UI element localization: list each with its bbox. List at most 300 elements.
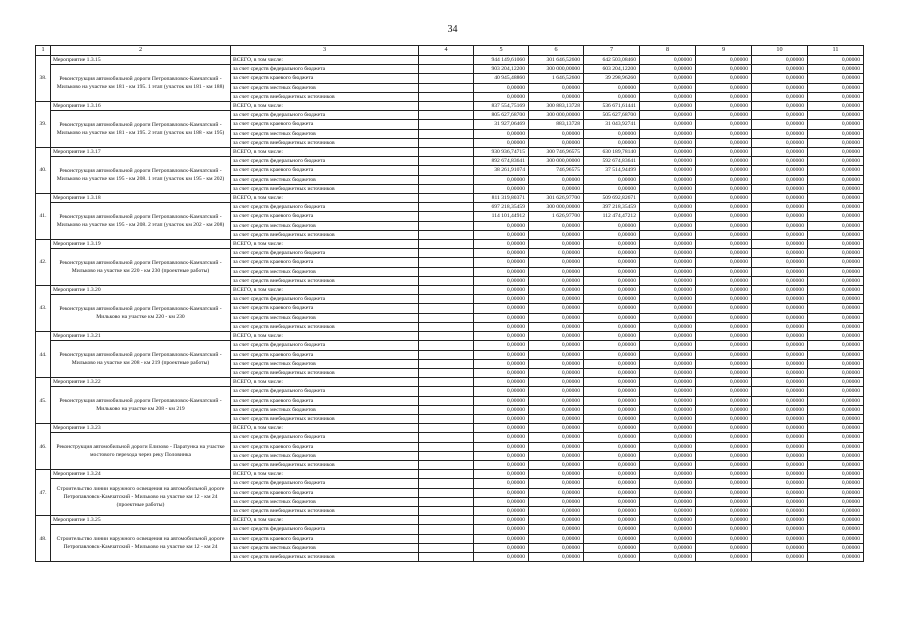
amount-cell: 0,00000 <box>584 368 640 377</box>
amount-cell: 592 674,83641 <box>584 157 640 166</box>
amount-cell: 0,00000 <box>808 368 864 377</box>
amount-cell: 811 319,80371 <box>474 194 529 203</box>
funding-source: за счет средств краевого бюджета <box>231 350 419 359</box>
amount-cell: 0,00000 <box>474 313 529 322</box>
funding-source: ВСЕГО, в том числе: <box>231 194 419 203</box>
amount-cell: 0,00000 <box>808 525 864 534</box>
amount-cell: 0,00000 <box>696 387 752 396</box>
amount-cell: 0,00000 <box>529 350 584 359</box>
amount-cell: 0,00000 <box>584 350 640 359</box>
amount-cell: 0,00000 <box>640 368 696 377</box>
amount-cell: 0,00000 <box>808 543 864 552</box>
amount-cell: 0,00000 <box>640 286 696 295</box>
amount-cell: 0,00000 <box>752 166 808 175</box>
amount-cell: 0,00000 <box>640 378 696 387</box>
empty-cell <box>419 332 474 341</box>
amount-cell: 0,00000 <box>474 368 529 377</box>
empty-cell <box>419 525 474 534</box>
amount-cell: 397 218,35459 <box>584 203 640 212</box>
table-row <box>36 525 864 534</box>
amount-cell: 0,00000 <box>696 56 752 65</box>
table-row <box>36 387 864 396</box>
amount-cell: 0,00000 <box>584 516 640 525</box>
amount-cell: 0,00000 <box>474 184 529 193</box>
amount-cell: 0,00000 <box>808 230 864 239</box>
measure-name: Мероприятие 1.3.19 <box>51 240 231 249</box>
amount-cell: 0,00000 <box>696 396 752 405</box>
amount-cell: 0,00000 <box>584 276 640 285</box>
amount-cell: 0,00000 <box>808 138 864 147</box>
amount-cell: 0,00000 <box>640 405 696 414</box>
amount-cell: 0,00000 <box>808 378 864 387</box>
empty-cell <box>419 405 474 414</box>
amount-cell: 39 298,96260 <box>584 74 640 83</box>
amount-cell: 0,00000 <box>808 405 864 414</box>
amount-cell: 0,00000 <box>696 313 752 322</box>
amount-cell: 0,00000 <box>696 479 752 488</box>
empty-cell <box>419 267 474 276</box>
measure-name: Мероприятие 1.3.16 <box>51 102 231 111</box>
funding-source: за счет средств федерального бюджета <box>231 157 419 166</box>
amount-cell: 0,00000 <box>529 341 584 350</box>
amount-cell: 0,00000 <box>584 83 640 92</box>
amount-cell: 0,00000 <box>752 92 808 101</box>
empty-cell <box>419 552 474 561</box>
amount-cell: 0,00000 <box>696 295 752 304</box>
amount-cell: 0,00000 <box>696 249 752 258</box>
amount-cell: 0,00000 <box>696 102 752 111</box>
amount-cell: 0,00000 <box>696 525 752 534</box>
header-cell: 5 <box>474 46 529 56</box>
amount-cell: 0,00000 <box>584 506 640 515</box>
amount-cell: 0,00000 <box>752 359 808 368</box>
amount-cell: 0,00000 <box>752 451 808 460</box>
amount-cell: 0,00000 <box>529 304 584 313</box>
amount-cell: 0,00000 <box>529 138 584 147</box>
table-row <box>36 148 864 157</box>
amount-cell: 0,00000 <box>640 470 696 479</box>
funding-source: за счет средств внебюджетных источников <box>231 506 419 515</box>
amount-cell: 0,00000 <box>474 332 529 341</box>
amount-cell: 697 218,35459 <box>474 203 529 212</box>
amount-cell: 0,00000 <box>808 470 864 479</box>
amount-cell: 0,00000 <box>696 451 752 460</box>
amount-cell: 0,00000 <box>696 276 752 285</box>
empty-cell <box>419 129 474 138</box>
amount-cell: 0,00000 <box>474 322 529 331</box>
amount-cell: 0,00000 <box>529 442 584 451</box>
funding-source: за счет средств федерального бюджета <box>231 249 419 258</box>
funding-source: за счет средств федерального бюджета <box>231 111 419 120</box>
amount-cell: 0,00000 <box>474 552 529 561</box>
funding-source: за счет средств федерального бюджета <box>231 387 419 396</box>
amount-cell: 0,00000 <box>808 129 864 138</box>
empty-cell <box>419 451 474 460</box>
amount-cell: 0,00000 <box>640 92 696 101</box>
amount-cell: 0,00000 <box>808 359 864 368</box>
empty-cell <box>419 543 474 552</box>
amount-cell: 0,00000 <box>474 378 529 387</box>
funding-source: за счет средств внебюджетных источников <box>231 230 419 239</box>
empty-cell <box>419 148 474 157</box>
header-cell: 9 <box>696 46 752 56</box>
amount-cell: 301 646,52600 <box>529 56 584 65</box>
measure-description: Реконструкция автомобильной дороги Петропавловск-Камчатский - Мильково на участке км 208 - км 219 <box>51 387 231 424</box>
amount-cell: 0,00000 <box>529 368 584 377</box>
amount-cell: 0,00000 <box>808 92 864 101</box>
amount-cell: 0,00000 <box>808 387 864 396</box>
amount-cell: 0,00000 <box>808 184 864 193</box>
table-row <box>36 102 864 111</box>
amount-cell: 0,00000 <box>808 332 864 341</box>
amount-cell: 0,00000 <box>640 479 696 488</box>
amount-cell: 0,00000 <box>640 276 696 285</box>
funding-source: за счет средств внебюджетных источников <box>231 92 419 101</box>
amount-cell: 0,00000 <box>696 194 752 203</box>
funding-source: ВСЕГО, в том числе: <box>231 424 419 433</box>
amount-cell: 883,13728 <box>529 120 584 129</box>
amount-cell: 0,00000 <box>529 359 584 368</box>
amount-cell: 0,00000 <box>474 129 529 138</box>
amount-cell: 300 000,00000 <box>529 111 584 120</box>
amount-cell: 0,00000 <box>640 175 696 184</box>
measure-name: Мероприятие 1.3.17 <box>51 148 231 157</box>
amount-cell: 1 646,52600 <box>529 74 584 83</box>
amount-cell: 0,00000 <box>752 497 808 506</box>
empty-cell <box>419 368 474 377</box>
amount-cell: 0,00000 <box>529 258 584 267</box>
amount-cell: 0,00000 <box>752 129 808 138</box>
amount-cell: 0,00000 <box>808 304 864 313</box>
funding-source: за счет средств местных бюджетов <box>231 451 419 460</box>
amount-cell: 0,00000 <box>808 203 864 212</box>
funding-source: за счет средств федерального бюджета <box>231 65 419 74</box>
row-index: 48. <box>36 516 51 562</box>
empty-cell <box>419 258 474 267</box>
funding-source: за счет средств федерального бюджета <box>231 479 419 488</box>
amount-cell: 0,00000 <box>696 74 752 83</box>
table-row <box>36 424 864 433</box>
row-index: 44. <box>36 332 51 378</box>
amount-cell: 0,00000 <box>808 83 864 92</box>
funding-source: ВСЕГО, в том числе: <box>231 102 419 111</box>
empty-cell <box>419 83 474 92</box>
amount-cell: 0,00000 <box>696 543 752 552</box>
funding-source: за счет средств краевого бюджета <box>231 488 419 497</box>
amount-cell: 0,00000 <box>584 479 640 488</box>
table-row <box>36 479 864 488</box>
amount-cell: 0,00000 <box>584 138 640 147</box>
empty-cell <box>419 460 474 469</box>
amount-cell: 0,00000 <box>640 433 696 442</box>
amount-cell: 0,00000 <box>640 396 696 405</box>
amount-cell: 0,00000 <box>640 212 696 221</box>
amount-cell: 0,00000 <box>640 102 696 111</box>
empty-cell <box>419 304 474 313</box>
amount-cell: 0,00000 <box>696 516 752 525</box>
row-index: 40. <box>36 148 51 194</box>
amount-cell: 603 204,12200 <box>584 65 640 74</box>
amount-cell: 0,00000 <box>696 332 752 341</box>
table-row <box>36 516 864 525</box>
measure-name: Мероприятие 1.3.18 <box>51 194 231 203</box>
amount-cell: 0,00000 <box>529 267 584 276</box>
amount-cell: 0,00000 <box>474 240 529 249</box>
amount-cell: 0,00000 <box>696 65 752 74</box>
amount-cell: 0,00000 <box>696 534 752 543</box>
amount-cell: 0,00000 <box>752 488 808 497</box>
amount-cell: 0,00000 <box>808 120 864 129</box>
funding-source: за счет средств федерального бюджета <box>231 341 419 350</box>
funding-source: за счет средств местных бюджетов <box>231 267 419 276</box>
amount-cell: 0,00000 <box>808 166 864 175</box>
amount-cell: 300 746,96575 <box>529 148 584 157</box>
amount-cell: 0,00000 <box>808 488 864 497</box>
amount-cell: 0,00000 <box>752 102 808 111</box>
amount-cell: 0,00000 <box>529 175 584 184</box>
empty-cell <box>419 506 474 515</box>
amount-cell: 0,00000 <box>696 414 752 423</box>
amount-cell: 301 626,97700 <box>529 194 584 203</box>
amount-cell: 0,00000 <box>640 267 696 276</box>
amount-cell: 0,00000 <box>640 304 696 313</box>
amount-cell: 300 000,00000 <box>529 157 584 166</box>
amount-cell: 0,00000 <box>808 258 864 267</box>
amount-cell: 0,00000 <box>474 286 529 295</box>
table-row <box>36 240 864 249</box>
amount-cell: 0,00000 <box>640 525 696 534</box>
amount-cell: 0,00000 <box>752 405 808 414</box>
amount-cell: 0,00000 <box>584 396 640 405</box>
row-index: 46. <box>36 424 51 470</box>
amount-cell: 0,00000 <box>584 175 640 184</box>
amount-cell: 0,00000 <box>584 451 640 460</box>
empty-cell <box>419 92 474 101</box>
amount-cell: 0,00000 <box>696 230 752 239</box>
amount-cell: 0,00000 <box>529 543 584 552</box>
amount-cell: 0,00000 <box>474 249 529 258</box>
amount-cell: 0,00000 <box>696 83 752 92</box>
empty-cell <box>419 111 474 120</box>
amount-cell: 0,00000 <box>808 516 864 525</box>
amount-cell: 0,00000 <box>584 240 640 249</box>
amount-cell: 114 101,44912 <box>474 212 529 221</box>
amount-cell: 0,00000 <box>529 83 584 92</box>
page-number: 34 <box>447 24 458 35</box>
table-row <box>36 470 864 479</box>
amount-cell: 0,00000 <box>474 359 529 368</box>
amount-cell: 0,00000 <box>640 359 696 368</box>
header-cell: 10 <box>752 46 808 56</box>
amount-cell: 0,00000 <box>808 396 864 405</box>
amount-cell: 0,00000 <box>640 203 696 212</box>
amount-cell: 0,00000 <box>529 322 584 331</box>
row-index: 43. <box>36 286 51 332</box>
amount-cell: 0,00000 <box>808 534 864 543</box>
funding-source: ВСЕГО, в том числе: <box>231 148 419 157</box>
amount-cell: 0,00000 <box>584 129 640 138</box>
header-cell: 6 <box>529 46 584 56</box>
funding-source: за счет средств краевого бюджета <box>231 166 419 175</box>
measure-name: Мероприятие 1.3.15 <box>51 56 231 65</box>
amount-cell: 0,00000 <box>584 359 640 368</box>
measure-description: Строительство линии наружного освещения на автомобильной дороге Петропавловск-Камчатский - Мильково на участке км 12 - км 24 <box>51 525 231 562</box>
amount-cell: 0,00000 <box>808 451 864 460</box>
empty-cell <box>419 240 474 249</box>
amount-cell: 0,00000 <box>474 488 529 497</box>
empty-cell <box>419 249 474 258</box>
amount-cell: 300 883,13728 <box>529 102 584 111</box>
header-cell: 2 <box>51 46 231 56</box>
amount-cell: 0,00000 <box>696 203 752 212</box>
amount-cell: 0,00000 <box>696 433 752 442</box>
amount-cell: 0,00000 <box>529 552 584 561</box>
row-index: 42. <box>36 240 51 286</box>
amount-cell: 0,00000 <box>640 424 696 433</box>
empty-cell <box>419 387 474 396</box>
amount-cell: 0,00000 <box>529 249 584 258</box>
amount-cell: 0,00000 <box>640 488 696 497</box>
amount-cell: 0,00000 <box>640 111 696 120</box>
measure-name: Мероприятие 1.3.22 <box>51 378 231 387</box>
amount-cell: 0,00000 <box>696 378 752 387</box>
amount-cell: 0,00000 <box>584 295 640 304</box>
amount-cell: 0,00000 <box>808 65 864 74</box>
amount-cell: 0,00000 <box>752 479 808 488</box>
amount-cell: 0,00000 <box>584 267 640 276</box>
funding-source: за счет средств внебюджетных источников <box>231 414 419 423</box>
funding-source: за счет средств внебюджетных источников <box>231 322 419 331</box>
empty-cell <box>419 534 474 543</box>
amount-cell: 0,00000 <box>696 322 752 331</box>
empty-cell <box>419 350 474 359</box>
amount-cell: 31 043,92741 <box>584 120 640 129</box>
amount-cell: 40 945,48860 <box>474 74 529 83</box>
empty-cell <box>419 166 474 175</box>
amount-cell: 0,00000 <box>808 240 864 249</box>
amount-cell: 0,00000 <box>529 313 584 322</box>
amount-cell: 0,00000 <box>696 148 752 157</box>
amount-cell: 0,00000 <box>529 451 584 460</box>
funding-source: за счет средств внебюджетных источников <box>231 368 419 377</box>
amount-cell: 0,00000 <box>474 460 529 469</box>
empty-cell <box>419 424 474 433</box>
amount-cell: 0,00000 <box>640 497 696 506</box>
amount-cell: 0,00000 <box>584 543 640 552</box>
amount-cell: 0,00000 <box>640 387 696 396</box>
measure-name: Мероприятие 1.3.23 <box>51 424 231 433</box>
amount-cell: 0,00000 <box>640 506 696 515</box>
amount-cell: 0,00000 <box>584 534 640 543</box>
amount-cell: 0,00000 <box>584 304 640 313</box>
empty-cell <box>419 378 474 387</box>
amount-cell: 0,00000 <box>474 516 529 525</box>
amount-cell: 0,00000 <box>696 175 752 184</box>
amount-cell: 0,00000 <box>584 230 640 239</box>
amount-cell: 0,00000 <box>808 111 864 120</box>
amount-cell: 805 627,68700 <box>474 111 529 120</box>
amount-cell: 0,00000 <box>529 497 584 506</box>
amount-cell: 0,00000 <box>752 240 808 249</box>
amount-cell: 630 189,78140 <box>584 148 640 157</box>
amount-cell: 0,00000 <box>584 184 640 193</box>
amount-cell: 0,00000 <box>696 240 752 249</box>
funding-source: за счет средств местных бюджетов <box>231 405 419 414</box>
table-row <box>36 56 864 65</box>
empty-cell <box>419 286 474 295</box>
amount-cell: 0,00000 <box>696 304 752 313</box>
amount-cell: 892 674,83641 <box>474 157 529 166</box>
amount-cell: 0,00000 <box>808 552 864 561</box>
amount-cell: 0,00000 <box>640 240 696 249</box>
amount-cell: 0,00000 <box>584 414 640 423</box>
empty-cell <box>419 313 474 322</box>
amount-cell: 0,00000 <box>752 230 808 239</box>
funding-source: за счет средств местных бюджетов <box>231 359 419 368</box>
amount-cell: 0,00000 <box>474 276 529 285</box>
measure-description: Реконструкция автомобильной дороги Елизово - Паратунка на участке мостового перехода через реку Половинка <box>51 433 231 470</box>
funding-source: за счет средств краевого бюджета <box>231 442 419 451</box>
amount-cell: 0,00000 <box>752 460 808 469</box>
empty-cell <box>419 322 474 331</box>
amount-cell: 0,00000 <box>752 267 808 276</box>
header-cell: 3 <box>231 46 419 56</box>
table-row <box>36 433 864 442</box>
amount-cell: 300 000,00000 <box>529 65 584 74</box>
amount-cell: 0,00000 <box>752 184 808 193</box>
amount-cell: 0,00000 <box>752 74 808 83</box>
amount-cell: 0,00000 <box>474 92 529 101</box>
empty-cell <box>419 74 474 83</box>
empty-cell <box>419 497 474 506</box>
amount-cell: 37 514,94499 <box>584 166 640 175</box>
amount-cell: 0,00000 <box>640 120 696 129</box>
amount-cell: 0,00000 <box>640 157 696 166</box>
amount-cell: 0,00000 <box>696 267 752 276</box>
amount-cell: 0,00000 <box>752 175 808 184</box>
amount-cell: 0,00000 <box>696 138 752 147</box>
funding-source: за счет средств местных бюджетов <box>231 175 419 184</box>
amount-cell: 0,00000 <box>752 157 808 166</box>
table-row <box>36 378 864 387</box>
amount-cell: 0,00000 <box>752 295 808 304</box>
amount-cell: 0,00000 <box>752 534 808 543</box>
amount-cell: 0,00000 <box>529 387 584 396</box>
amount-cell: 0,00000 <box>474 83 529 92</box>
measure-description: Реконструкция автомобильной дороги Петропавловск-Камчатский - Мильково на участке км 181 - км 195. 2 этап (участок км 188 - км 195) <box>51 111 231 148</box>
amount-cell: 0,00000 <box>529 129 584 138</box>
empty-cell <box>419 102 474 111</box>
amount-cell: 0,00000 <box>474 138 529 147</box>
amount-cell: 0,00000 <box>529 488 584 497</box>
empty-cell <box>419 442 474 451</box>
amount-cell: 0,00000 <box>696 341 752 350</box>
measure-name: Мероприятие 1.3.21 <box>51 332 231 341</box>
funding-source: за счет средств местных бюджетов <box>231 313 419 322</box>
empty-cell <box>419 175 474 184</box>
amount-cell: 0,00000 <box>752 543 808 552</box>
amount-cell: 0,00000 <box>584 552 640 561</box>
amount-cell: 0,00000 <box>752 322 808 331</box>
funding-source: ВСЕГО, в том числе: <box>231 56 419 65</box>
amount-cell: 0,00000 <box>474 451 529 460</box>
amount-cell: 0,00000 <box>696 497 752 506</box>
amount-cell: 0,00000 <box>808 102 864 111</box>
amount-cell: 0,00000 <box>474 267 529 276</box>
amount-cell: 0,00000 <box>640 516 696 525</box>
funding-source: ВСЕГО, в том числе: <box>231 470 419 479</box>
amount-cell: 0,00000 <box>529 525 584 534</box>
